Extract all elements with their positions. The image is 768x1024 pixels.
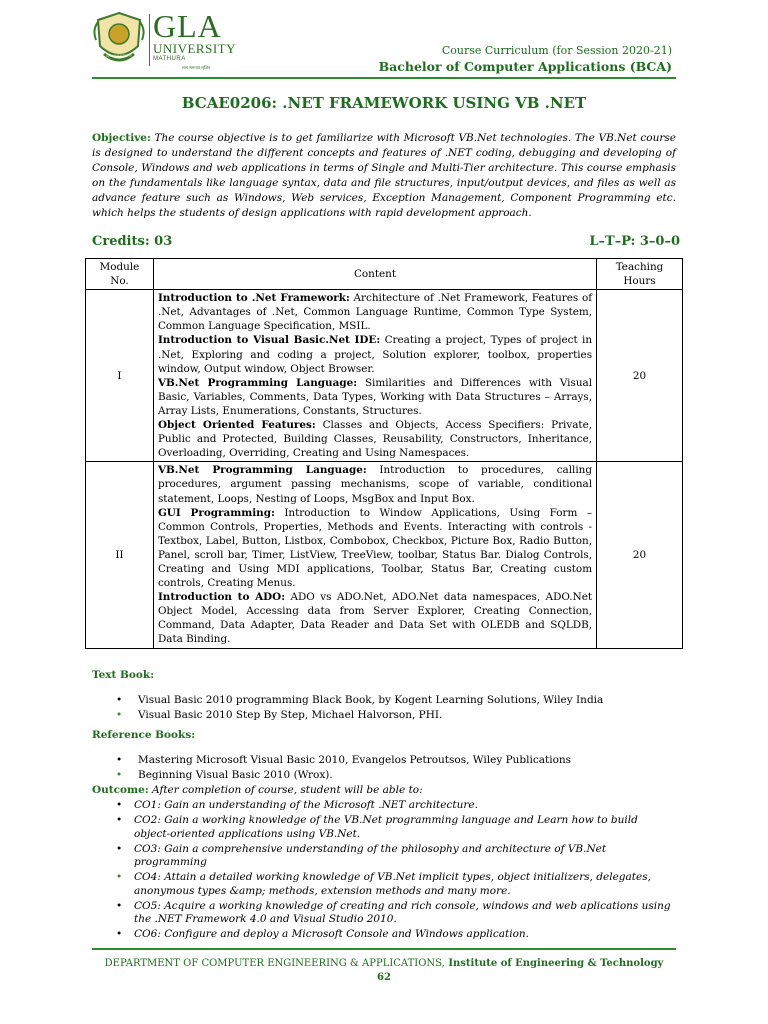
logo-name: GLA <box>153 8 222 44</box>
header-content: Content <box>153 259 596 290</box>
list-item: • Beginning Visual Basic 2010 (Wrox). <box>116 768 571 783</box>
logo-city: MATHURA <box>153 56 186 62</box>
list-item: • CO6: Configure and deploy a Microsoft Console and Windows application. <box>116 928 676 942</box>
topic-heading: Introduction to Visual Basic.Net IDE: <box>157 334 381 347</box>
list-item: • Visual Basic 2010 Step By Step, Michael Halvorson, PHI. <box>116 708 603 723</box>
topic <box>158 506 592 591</box>
table-row <box>86 290 683 462</box>
program-title: Bachelor of Computer Applications (BCA) <box>378 59 672 74</box>
topic-text: Introduction to Window Applications, Using Form – Common Controls, Properties, Methods and Events. Interacting with controls - Textbox, Label, Button, Listbox, Combobox, Checkbox, Picture Box, Radio Button, Panel, scroll bar, Timer, ListView, TreeView, toolbar, Status Bar. Dialog Controls, Creating and Using MDI applications, Toolbar, Status Bar, Creating custom controls, Creating Menus. <box>157 506 593 590</box>
topic-text: Similarities and Differences with Visual Basic, Variables, Comments, Data Types, Working with Data Structures – Arrays, Array Lists, Enumerations, Constants, Structures. <box>157 376 593 417</box>
reference-books-heading: Reference Books: <box>92 729 196 741</box>
logo-university: UNIVERSITY <box>153 41 236 56</box>
table-header-row <box>86 259 683 290</box>
list-item: • CO5: Acquire a working knowledge of creating and rich console, windows and web aplications using the .NET Framework 4.0 and Visual Studio 2010. <box>116 900 676 927</box>
objective-paragraph <box>92 131 676 221</box>
teaching-hours: 20 <box>597 462 683 648</box>
session-label: Course Curriculum (for Session 2020-21) <box>441 44 672 57</box>
module-content <box>153 462 596 648</box>
footer-dept-name: DEPARTMENT OF COMPUTER ENGINEERING & APPLICATIONS, <box>104 958 445 969</box>
logo-motto: सत्य समन्वय सृजित <box>182 65 211 70</box>
topic <box>158 376 592 418</box>
crest-emblem-icon <box>92 10 146 68</box>
header-module: Module No. <box>86 259 154 290</box>
university-logo <box>92 8 236 70</box>
emblem-text: GLA UNIVERSITY <box>105 54 133 58</box>
credits: Credits: 03 <box>92 234 173 249</box>
objective-label: Objective: <box>92 132 151 144</box>
module-number: II <box>86 462 154 648</box>
outcome-list <box>116 799 676 943</box>
teaching-hours: 20 <box>597 290 683 462</box>
topic-text: Introduction to procedures, calling procedures, argument passing mechanisms, scope of variable, conditional statement, Loops, Nesting of Loops, MsgBox and Input Box. <box>157 464 593 505</box>
topic-heading: Introduction to .Net Framework: <box>157 292 350 305</box>
list-item: • CO1: Gain an understanding of the Microsoft .NET architecture. <box>116 799 676 813</box>
topic-heading: GUI Programming: <box>157 506 275 519</box>
list-item: • CO4: Attain a detailed working knowledge of VB.Net implicit types, object initializers, delegates, anonymous types &amp; methods, extension methods and many more. <box>116 871 676 898</box>
list-item: • CO3: Gain a comprehensive understanding of the philosophy and architecture of VB.Net programming <box>116 843 676 870</box>
text-book-list <box>116 693 603 723</box>
topic-heading: VB.Net Programming Language: <box>157 376 358 389</box>
topic-heading: VB.Net Programming Language: <box>157 464 367 477</box>
topic-text: Classes and Objects, Access Specifiers: Private, Public and Protected, Building Classes, Reusability, Constructors, Inheritance, Overloading, Overriding, Creating and Using Namespaces. <box>157 419 593 460</box>
topic-text: Creating a project, Types of project in .Net, Exploring and coding a project, Solution explorer, toolbox, properties window, Output window, Object Browser. <box>157 334 593 375</box>
footer-institute: Institute of Engineering & Technology <box>444 958 664 969</box>
list-item: • Mastering Microsoft Visual Basic 2010, Evangelos Petroutsos, Wiley Publications <box>116 753 571 768</box>
table-row <box>86 462 683 648</box>
outcome-intro-text: After completion of course, student will be able to: <box>148 784 423 796</box>
footer-divider <box>92 948 676 950</box>
topic <box>158 333 592 375</box>
header-divider <box>92 77 676 79</box>
topic-text: Architecture of .Net Framework, Features of .Net, Advantages of .Net, Common Language Runtime, Common Type System, Common Language Specification, MSIL. <box>157 292 593 333</box>
text-book-heading: Text Book: <box>92 669 155 681</box>
topic-heading: Object Oriented Features: <box>157 419 316 432</box>
logo-separator <box>149 14 150 66</box>
objective-text: The course objective is to get familiarize with Microsoft VB.Net technologies. The VB.Net course is designed to understand the different concepts and features of .NET coding, debugging and developing of Console, Windows and web applications in terms of Single and Multi-Tier architecture. This course emphasis on the fundamentals like language syntax, data and file structures, input/output devices, and files as well as advance feature such as Windows, Web services, Exception Management, Component Programming etc. which helps the students of design applications with rapid development approach. <box>92 132 676 219</box>
topic <box>158 463 592 505</box>
page-number: 62 <box>377 972 391 983</box>
list-item: • CO2: Gain a working knowledge of the VB.Net programming language and Learn how to build object-oriented applications using VB.Net. <box>116 814 676 841</box>
module-number: I <box>86 290 154 462</box>
topic-heading: Introduction to ADO: <box>157 591 286 604</box>
module-content <box>153 290 596 462</box>
ltp: L–T–P: 3–0–0 <box>589 234 680 249</box>
header-hours: Teaching Hours <box>597 259 683 290</box>
course-title: BCAE0206: .NET FRAMEWORK USING VB .NET <box>181 94 587 112</box>
topic <box>158 291 592 333</box>
topic <box>158 418 592 460</box>
footer-department <box>92 958 676 969</box>
topic-text: ADO vs ADO.Net, ADO.Net data namespaces, ADO.Net Object Model, Accessing data from Server Explorer, Creating Connection, Command, Data Adapter, Data Reader and Data Set with OLEDB and SQLDB, Data Binding. <box>157 591 593 646</box>
curriculum-table <box>85 258 683 649</box>
outcome-intro <box>92 784 423 796</box>
topic <box>158 590 592 646</box>
reference-book-list <box>116 753 571 783</box>
list-item: • Visual Basic 2010 programming Black Book, by Kogent Learning Solutions, Wiley India <box>116 693 603 708</box>
outcome-label: Outcome: <box>92 784 149 796</box>
